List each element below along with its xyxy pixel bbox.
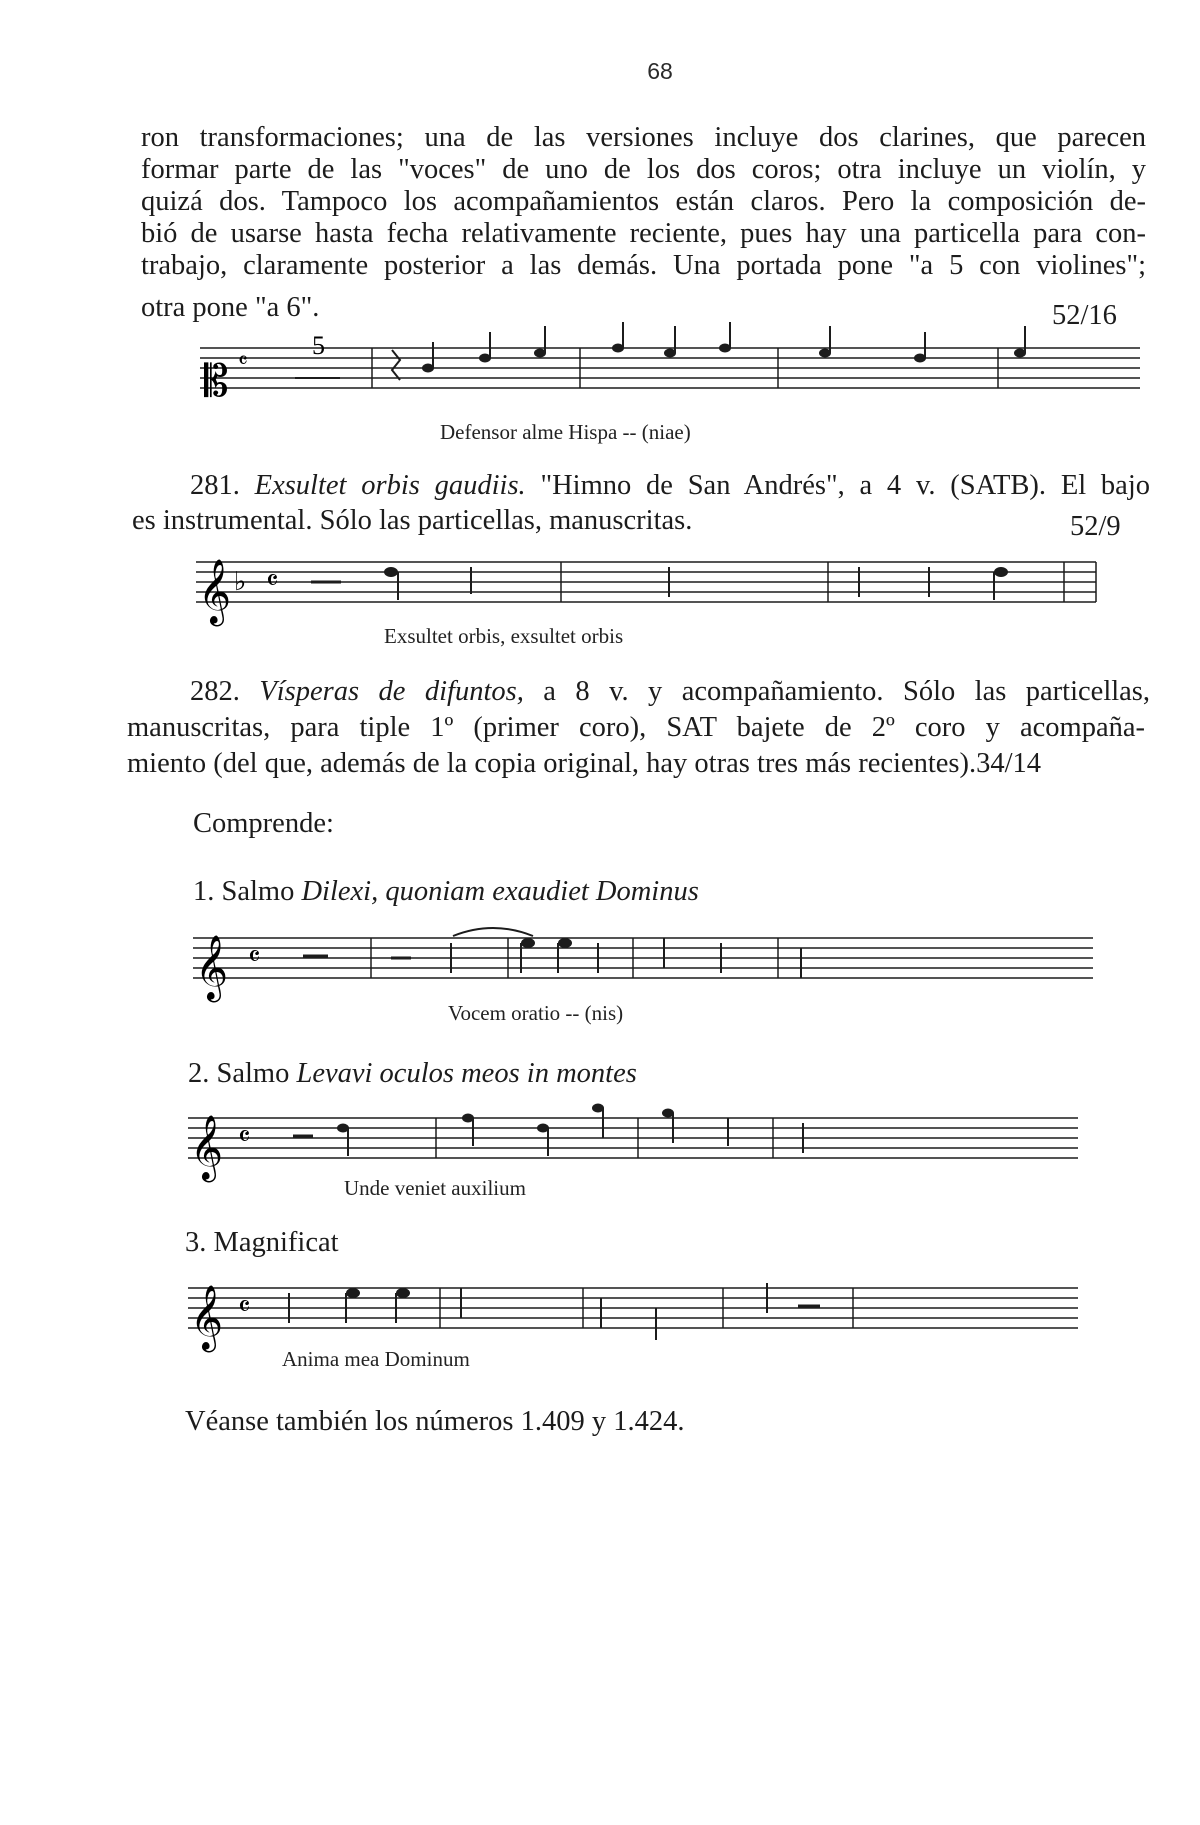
- entry-number: 282.: [190, 676, 240, 707]
- svg-text:𝄴: 𝄴: [266, 566, 279, 597]
- music-staff-dilexi: [193, 918, 1200, 1008]
- entry-282-line2: manuscritas, para tiple 1º (primer coro), SAT bajete de 2º coro y acompaña-: [127, 712, 1145, 743]
- incipit-caption: Defensor alme Hispa -- (niae): [440, 420, 691, 444]
- entry-281-line1: [190, 470, 1150, 502]
- measure-number: 5: [312, 331, 325, 360]
- entry-282-line1: [190, 676, 1150, 708]
- svg-text:𝄞: 𝄞: [190, 1115, 224, 1180]
- entry-282-line3: miento (del que, además de la copia original, hay otras tres más recientes).34/14: [127, 748, 1042, 779]
- magnificat-heading: 3. Magnificat: [185, 1227, 339, 1258]
- svg-text:𝄞: 𝄞: [198, 559, 232, 624]
- incipit-caption: Exsultet orbis, exsultet orbis: [384, 624, 624, 648]
- music-staff-defensor: [200, 328, 1200, 418]
- salmo-1-heading: [193, 876, 699, 908]
- svg-text:𝄡: 𝄡: [204, 356, 229, 407]
- intro-reference: 52/16: [1052, 300, 1117, 331]
- music-staff-exsultet: [196, 542, 1200, 632]
- svg-text:𝄴: 𝄴: [238, 1292, 251, 1323]
- salmo-prefix: 1. Salmo: [193, 876, 295, 907]
- entry-281-reference: 52/9: [1070, 511, 1121, 542]
- intro-line: bió de usarse hasta fecha relativamente reciente, pues hay una particella para con-: [141, 218, 1146, 249]
- page-number: 68: [647, 58, 673, 84]
- salmo-prefix: 2. Salmo: [188, 1058, 290, 1089]
- svg-text:𝄞: 𝄞: [190, 1285, 224, 1350]
- intro-line: ron transformaciones; una de las versiones incluye dos clarines, que parecen: [141, 122, 1146, 153]
- entry-281-line2: es instrumental. Sólo las particellas, manuscritas.: [132, 505, 693, 536]
- entry-number: 281.: [190, 470, 240, 501]
- salmo-title: Levavi oculos meos in montes: [296, 1058, 637, 1089]
- entry-title: Exsultet orbis gaudiis.: [254, 470, 526, 501]
- svg-text:𝄴: 𝄴: [238, 348, 248, 373]
- entry-description: a 8 v. y acompañamiento. Sólo las particellas,: [543, 676, 1151, 707]
- intro-paragraph: [141, 122, 1146, 282]
- incipit-caption: Anima mea Dominum: [282, 1347, 470, 1371]
- intro-line: quizá dos. Tampoco los acompañamientos están claros. Pero la composición de-: [141, 186, 1146, 217]
- intro-line: formar parte de las "voces" de uno de los dos coros; otra incluye un violín, y: [141, 154, 1146, 185]
- svg-text:𝄴: 𝄴: [248, 942, 261, 973]
- intro-line: trabajo, claramente posterior a las demás. Una portada pone "a 5 con violines";: [141, 250, 1146, 281]
- incipit-caption: Vocem oratio -- (nis): [448, 1001, 624, 1025]
- music-staff-magnificat: [188, 1268, 1200, 1358]
- salmo-2-heading: [188, 1058, 637, 1090]
- comprende-label: Comprende:: [193, 808, 334, 839]
- svg-text:𝄞: 𝄞: [195, 935, 229, 1000]
- entry-title: Vísperas de difuntos,: [259, 676, 524, 707]
- svg-text:♭: ♭: [234, 567, 247, 597]
- entry-description: "Himno de San Andrés", a 4 v. (SATB). El bajo: [540, 470, 1150, 501]
- svg-text:𝄴: 𝄴: [238, 1122, 251, 1153]
- footer-note: Véanse también los números 1.409 y 1.424.: [185, 1406, 685, 1437]
- music-staff-levavi: [188, 1098, 1200, 1188]
- salmo-title: Dilexi, quoniam exaudiet Dominus: [301, 876, 699, 907]
- incipit-caption: Unde veniet auxilium: [344, 1176, 526, 1200]
- intro-last-line: otra pone "a 6".: [141, 292, 320, 323]
